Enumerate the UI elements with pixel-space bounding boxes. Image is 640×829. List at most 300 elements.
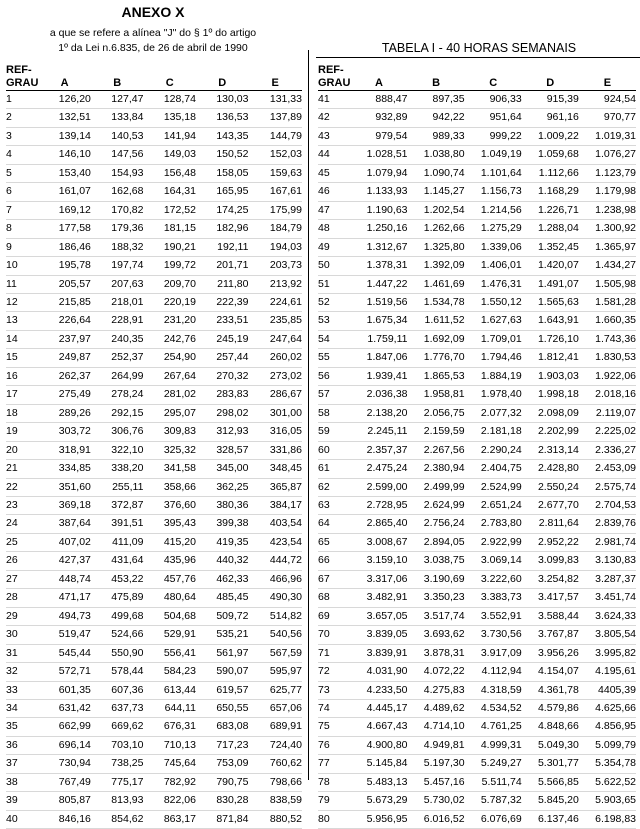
value-cell: 480,64 (143, 589, 196, 607)
value-cell: 631,42 (38, 699, 91, 717)
ref-grau-cell: 64 (318, 515, 350, 533)
value-cell: 5.787,32 (465, 792, 522, 810)
value-cell: 637,73 (91, 699, 144, 717)
table-row (318, 312, 636, 330)
value-cell: 1.461,69 (408, 275, 465, 293)
value-cell: 132,51 (38, 109, 91, 127)
value-cell: 854,62 (91, 810, 144, 828)
value-cell: 3.099,83 (522, 552, 579, 570)
ref-grau-cell: 31 (6, 644, 38, 662)
value-cell: 5.956,95 (350, 810, 407, 828)
value-cell: 4.072,22 (408, 663, 465, 681)
value-cell: 625,77 (248, 681, 302, 699)
value-cell: 584,23 (143, 663, 196, 681)
ref-grau-cell: 21 (6, 460, 38, 478)
value-cell: 475,89 (91, 589, 144, 607)
value-cell: 3.995,82 (579, 644, 636, 662)
value-cell: 161,07 (38, 183, 91, 201)
value-cell: 897,35 (408, 91, 465, 109)
ref-grau-cell: 9 (6, 238, 38, 256)
value-cell: 1.156,73 (465, 183, 522, 201)
value-cell: 6.016,52 (408, 810, 465, 828)
value-cell: 669,62 (91, 718, 144, 736)
value-cell: 3.624,33 (579, 607, 636, 625)
value-cell: 186,46 (38, 238, 91, 256)
value-cell: 1.365,97 (579, 238, 636, 256)
value-cell: 411,09 (91, 533, 144, 551)
value-cell: 1.611,52 (408, 312, 465, 330)
ref-grau-header: REF- GRAU (318, 64, 351, 89)
value-cell: 201,71 (196, 257, 249, 275)
value-cell: 2.267,56 (408, 441, 465, 459)
value-cell: 2.357,37 (350, 441, 407, 459)
value-cell: 140,53 (91, 127, 144, 145)
column-header-d: D (196, 62, 249, 91)
value-cell: 3.130,83 (579, 552, 636, 570)
value-cell: 295,07 (143, 404, 196, 422)
value-cell: 683,08 (196, 718, 249, 736)
ref-grau-cell: 61 (318, 460, 350, 478)
value-cell: 4.031,90 (350, 663, 407, 681)
value-cell: 657,06 (248, 699, 302, 717)
value-cell: 4.714,10 (408, 718, 465, 736)
ref-grau-cell: 42 (318, 109, 350, 127)
value-cell: 703,10 (91, 736, 144, 754)
value-cell: 5.483,13 (350, 773, 407, 791)
ref-grau-cell: 2 (6, 109, 38, 127)
value-cell: 205,57 (38, 275, 91, 293)
value-cell: 2.981,74 (579, 533, 636, 551)
value-cell: 2.453,09 (579, 460, 636, 478)
value-cell: 979,54 (350, 127, 407, 145)
value-cell: 1.038,80 (408, 146, 465, 164)
ref-grau-cell: 55 (318, 349, 350, 367)
ref-grau-cell: 28 (6, 589, 38, 607)
value-cell: 499,68 (91, 607, 144, 625)
ref-grau-cell: 41 (318, 91, 350, 109)
value-cell: 6.198,83 (579, 810, 636, 828)
value-cell: 133,84 (91, 109, 144, 127)
ref-grau-cell: 30 (6, 626, 38, 644)
value-cell: 328,57 (196, 441, 249, 459)
value-cell: 2.313,14 (522, 441, 579, 459)
value-cell: 1.447,22 (350, 275, 407, 293)
value-cell: 1.262,66 (408, 220, 465, 238)
ref-grau-cell: 74 (318, 699, 350, 717)
ref-grau-cell: 54 (318, 330, 350, 348)
ref-grau-cell: 79 (318, 792, 350, 810)
value-cell: 607,36 (91, 681, 144, 699)
table-row (6, 607, 302, 625)
value-cell: 466,96 (248, 570, 302, 588)
value-cell: 4.154,07 (522, 663, 579, 681)
value-cell: 179,36 (91, 220, 144, 238)
value-cell: 345,00 (196, 460, 249, 478)
value-cell: 1.059,68 (522, 146, 579, 164)
value-cell: 387,64 (38, 515, 91, 533)
column-header-b: B (91, 62, 144, 91)
value-cell: 999,22 (465, 127, 522, 145)
value-cell: 255,11 (91, 478, 144, 496)
table-row (318, 773, 636, 791)
value-cell: 281,02 (143, 386, 196, 404)
value-cell: 195,78 (38, 257, 91, 275)
value-cell: 2.599,00 (350, 478, 407, 496)
table-row (6, 792, 302, 810)
table-row (6, 146, 302, 164)
value-cell: 1.675,34 (350, 312, 407, 330)
value-cell: 1.300,92 (579, 220, 636, 238)
table-row (318, 496, 636, 514)
value-cell: 730,94 (38, 755, 91, 773)
value-cell: 3.552,91 (465, 607, 522, 625)
value-cell: 1.865,53 (408, 367, 465, 385)
table-row (6, 164, 302, 182)
value-cell: 170,82 (91, 201, 144, 219)
value-cell: 211,80 (196, 275, 249, 293)
table-row (318, 127, 636, 145)
table-row (6, 570, 302, 588)
value-cell: 222,39 (196, 293, 249, 311)
value-cell: 519,47 (38, 626, 91, 644)
value-cell: 1.550,12 (465, 293, 522, 311)
value-cell: 644,11 (143, 699, 196, 717)
value-cell: 341,58 (143, 460, 196, 478)
ref-grau-cell: 80 (318, 810, 350, 828)
value-cell: 213,92 (248, 275, 302, 293)
table-row (6, 386, 302, 404)
table-row (6, 349, 302, 367)
value-cell: 1.352,45 (522, 238, 579, 256)
table-row (318, 626, 636, 644)
value-cell: 1.565,63 (522, 293, 579, 311)
value-cell: 2.380,94 (408, 460, 465, 478)
value-cell: 1.903,03 (522, 367, 579, 385)
value-cell: 738,25 (91, 755, 144, 773)
value-cell: 2.290,24 (465, 441, 522, 459)
value-cell: 182,96 (196, 220, 249, 238)
value-cell: 2.839,76 (579, 515, 636, 533)
table-row (6, 663, 302, 681)
table-row (318, 164, 636, 182)
value-cell: 270,32 (196, 367, 249, 385)
ref-grau-cell: 67 (318, 570, 350, 588)
value-cell: 4.625,66 (579, 699, 636, 717)
value-cell: 567,59 (248, 644, 302, 662)
value-cell: 1.726,10 (522, 330, 579, 348)
value-cell: 5.622,52 (579, 773, 636, 791)
table-row (6, 810, 302, 828)
value-cell: 529,91 (143, 626, 196, 644)
value-cell: 247,64 (248, 330, 302, 348)
table-row (318, 736, 636, 754)
value-cell: 485,45 (196, 589, 249, 607)
value-cell: 453,22 (91, 570, 144, 588)
value-cell: 601,35 (38, 681, 91, 699)
value-cell: 1.202,54 (408, 201, 465, 219)
value-cell: 2.159,59 (408, 423, 465, 441)
ref-grau-cell: 70 (318, 626, 350, 644)
value-cell: 1.406,01 (465, 257, 522, 275)
value-cell: 237,97 (38, 330, 91, 348)
value-cell: 5.099,79 (579, 736, 636, 754)
value-cell: 1.123,79 (579, 164, 636, 182)
ref-grau-cell: 44 (318, 146, 350, 164)
value-cell: 283,83 (196, 386, 249, 404)
value-cell: 1.534,78 (408, 293, 465, 311)
table-row (318, 183, 636, 201)
value-cell: 932,89 (350, 109, 407, 127)
table-row (318, 607, 636, 625)
value-cell: 961,16 (522, 109, 579, 127)
ref-grau-cell: 27 (6, 570, 38, 588)
table-row (318, 552, 636, 570)
value-cell: 3.451,74 (579, 589, 636, 607)
ref-grau-cell: 1 (6, 91, 38, 109)
table-row (6, 496, 302, 514)
value-cell: 745,64 (143, 755, 196, 773)
value-cell: 318,91 (38, 441, 91, 459)
value-cell: 1.028,51 (350, 146, 407, 164)
value-cell: 696,14 (38, 736, 91, 754)
table-row (6, 644, 302, 662)
value-cell: 1.238,98 (579, 201, 636, 219)
value-cell: 3.159,10 (350, 552, 407, 570)
value-cell: 6.076,69 (465, 810, 522, 828)
table-row (318, 238, 636, 256)
value-cell: 1.922,06 (579, 367, 636, 385)
value-cell: 435,96 (143, 552, 196, 570)
value-cell: 3.482,91 (350, 589, 407, 607)
ref-grau-cell: 18 (6, 404, 38, 422)
value-cell: 1.709,01 (465, 330, 522, 348)
table-row (6, 109, 302, 127)
value-cell: 190,21 (143, 238, 196, 256)
value-cell: 871,84 (196, 810, 249, 828)
ref-grau-cell: 52 (318, 293, 350, 311)
value-cell: 790,75 (196, 773, 249, 791)
value-cell: 2.575,74 (579, 478, 636, 496)
value-cell: 365,87 (248, 478, 302, 496)
value-cell: 2.728,95 (350, 496, 407, 514)
value-cell: 273,02 (248, 367, 302, 385)
table-row (318, 220, 636, 238)
value-cell: 316,05 (248, 423, 302, 441)
table-row (318, 441, 636, 459)
value-cell: 3.383,73 (465, 589, 522, 607)
value-cell: 676,31 (143, 718, 196, 736)
value-cell: 524,66 (91, 626, 144, 644)
ref-grau-cell: 66 (318, 552, 350, 570)
value-cell: 152,03 (248, 146, 302, 164)
table-row (6, 755, 302, 773)
value-cell: 471,17 (38, 589, 91, 607)
value-cell: 689,91 (248, 718, 302, 736)
column-header-c: C (465, 62, 522, 91)
ref-grau-cell: 45 (318, 164, 350, 182)
ref-grau-cell: 56 (318, 367, 350, 385)
value-cell: 5.566,85 (522, 773, 579, 791)
value-cell: 2.677,70 (522, 496, 579, 514)
value-cell: 1.145,27 (408, 183, 465, 201)
value-cell: 150,52 (196, 146, 249, 164)
table-row (318, 293, 636, 311)
value-cell: 951,64 (465, 109, 522, 127)
value-cell: 3.878,31 (408, 644, 465, 662)
value-cell: 254,90 (143, 349, 196, 367)
value-cell: 338,20 (91, 460, 144, 478)
ref-grau-cell: 29 (6, 607, 38, 625)
value-cell: 5.730,02 (408, 792, 465, 810)
table-row (6, 201, 302, 219)
value-cell: 2.624,99 (408, 496, 465, 514)
value-cell: 846,16 (38, 810, 91, 828)
table-row (6, 718, 302, 736)
table-row (318, 478, 636, 496)
value-cell: 1.776,70 (408, 349, 465, 367)
value-cell: 2.894,05 (408, 533, 465, 551)
ref-grau-cell: 46 (318, 183, 350, 201)
table-row (318, 146, 636, 164)
value-cell: 137,89 (248, 109, 302, 127)
value-cell: 3.038,75 (408, 552, 465, 570)
ref-grau-cell: 19 (6, 423, 38, 441)
value-cell: 775,17 (91, 773, 144, 791)
value-cell: 2.056,75 (408, 404, 465, 422)
value-cell: 164,31 (143, 183, 196, 201)
value-cell: 278,24 (91, 386, 144, 404)
value-cell: 1.112,66 (522, 164, 579, 182)
value-cell: 1.019,31 (579, 127, 636, 145)
table-row (6, 681, 302, 699)
value-cell: 906,33 (465, 91, 522, 109)
value-cell: 292,15 (91, 404, 144, 422)
ref-grau-cell: 14 (6, 330, 38, 348)
ref-grau-cell: 58 (318, 404, 350, 422)
table-row (6, 183, 302, 201)
value-cell: 494,73 (38, 607, 91, 625)
value-cell: 805,87 (38, 792, 91, 810)
value-cell: 5.673,29 (350, 792, 407, 810)
value-cell: 4.361,78 (522, 681, 579, 699)
value-cell: 194,03 (248, 238, 302, 256)
value-cell: 419,35 (196, 533, 249, 551)
table-row (6, 127, 302, 145)
value-cell: 262,37 (38, 367, 91, 385)
value-cell: 2.245,11 (350, 423, 407, 441)
value-cell: 1.325,80 (408, 238, 465, 256)
value-cell: 5.511,74 (465, 773, 522, 791)
table-row (6, 423, 302, 441)
value-cell: 1.049,19 (465, 146, 522, 164)
value-cell: 358,66 (143, 478, 196, 496)
value-cell: 348,45 (248, 460, 302, 478)
table-row (6, 478, 302, 496)
value-cell: 4.900,80 (350, 736, 407, 754)
value-cell: 540,56 (248, 626, 302, 644)
value-cell: 1.434,27 (579, 257, 636, 275)
value-cell: 3.805,54 (579, 626, 636, 644)
value-cell: 3.222,60 (465, 570, 522, 588)
value-cell: 1.179,98 (579, 183, 636, 201)
value-cell: 1.009,22 (522, 127, 579, 145)
value-cell: 188,32 (91, 238, 144, 256)
table-row (6, 441, 302, 459)
value-cell: 167,61 (248, 183, 302, 201)
table-row (318, 718, 636, 736)
value-cell: 556,41 (143, 644, 196, 662)
column-header-e: E (579, 62, 636, 91)
value-cell: 159,63 (248, 164, 302, 182)
column-header-a: A (350, 62, 407, 91)
value-cell: 312,93 (196, 423, 249, 441)
value-cell: 3.287,37 (579, 570, 636, 588)
value-cell: 141,94 (143, 127, 196, 145)
ref-grau-cell: 62 (318, 478, 350, 496)
value-cell: 2.475,24 (350, 460, 407, 478)
table-row (6, 699, 302, 717)
value-cell: 3.069,14 (465, 552, 522, 570)
ref-grau-cell: 35 (6, 718, 38, 736)
value-cell: 169,12 (38, 201, 91, 219)
value-cell: 2.756,24 (408, 515, 465, 533)
value-cell: 4.856,95 (579, 718, 636, 736)
table-row (318, 330, 636, 348)
value-cell: 1.392,09 (408, 257, 465, 275)
value-cell: 156,48 (143, 164, 196, 182)
value-cell: 1.692,09 (408, 330, 465, 348)
ref-grau-cell: 7 (6, 201, 38, 219)
table-row (6, 220, 302, 238)
value-cell: 3.588,44 (522, 607, 579, 625)
table-row (318, 91, 636, 109)
value-cell: 131,33 (248, 91, 302, 109)
value-cell: 325,32 (143, 441, 196, 459)
table-row (6, 367, 302, 385)
value-cell: 298,02 (196, 404, 249, 422)
value-cell: 1.998,18 (522, 386, 579, 404)
value-cell: 203,73 (248, 257, 302, 275)
value-cell: 427,37 (38, 552, 91, 570)
ref-grau-cell: 50 (318, 257, 350, 275)
ref-grau-cell: 77 (318, 755, 350, 773)
ref-grau-cell: 78 (318, 773, 350, 791)
value-cell: 395,43 (143, 515, 196, 533)
ref-grau-cell: 3 (6, 127, 38, 145)
value-cell: 1.759,11 (350, 330, 407, 348)
value-cell: 590,07 (196, 663, 249, 681)
value-cell: 2.524,99 (465, 478, 522, 496)
salary-table-right (318, 62, 636, 829)
value-cell: 264,99 (91, 367, 144, 385)
value-cell: 174,25 (196, 201, 249, 219)
value-cell: 209,70 (143, 275, 196, 293)
ref-grau-cell: 40 (6, 810, 38, 828)
ref-grau-cell: 5 (6, 164, 38, 182)
table-row (318, 404, 636, 422)
value-cell: 613,44 (143, 681, 196, 699)
value-cell: 4.445,17 (350, 699, 407, 717)
value-cell: 162,68 (91, 183, 144, 201)
value-cell: 1.884,19 (465, 367, 522, 385)
value-cell: 153,40 (38, 164, 91, 182)
value-cell: 4.667,43 (350, 718, 407, 736)
value-cell: 490,30 (248, 589, 302, 607)
table-row (6, 312, 302, 330)
value-cell: 880,52 (248, 810, 302, 828)
table-row (6, 736, 302, 754)
value-cell: 767,49 (38, 773, 91, 791)
